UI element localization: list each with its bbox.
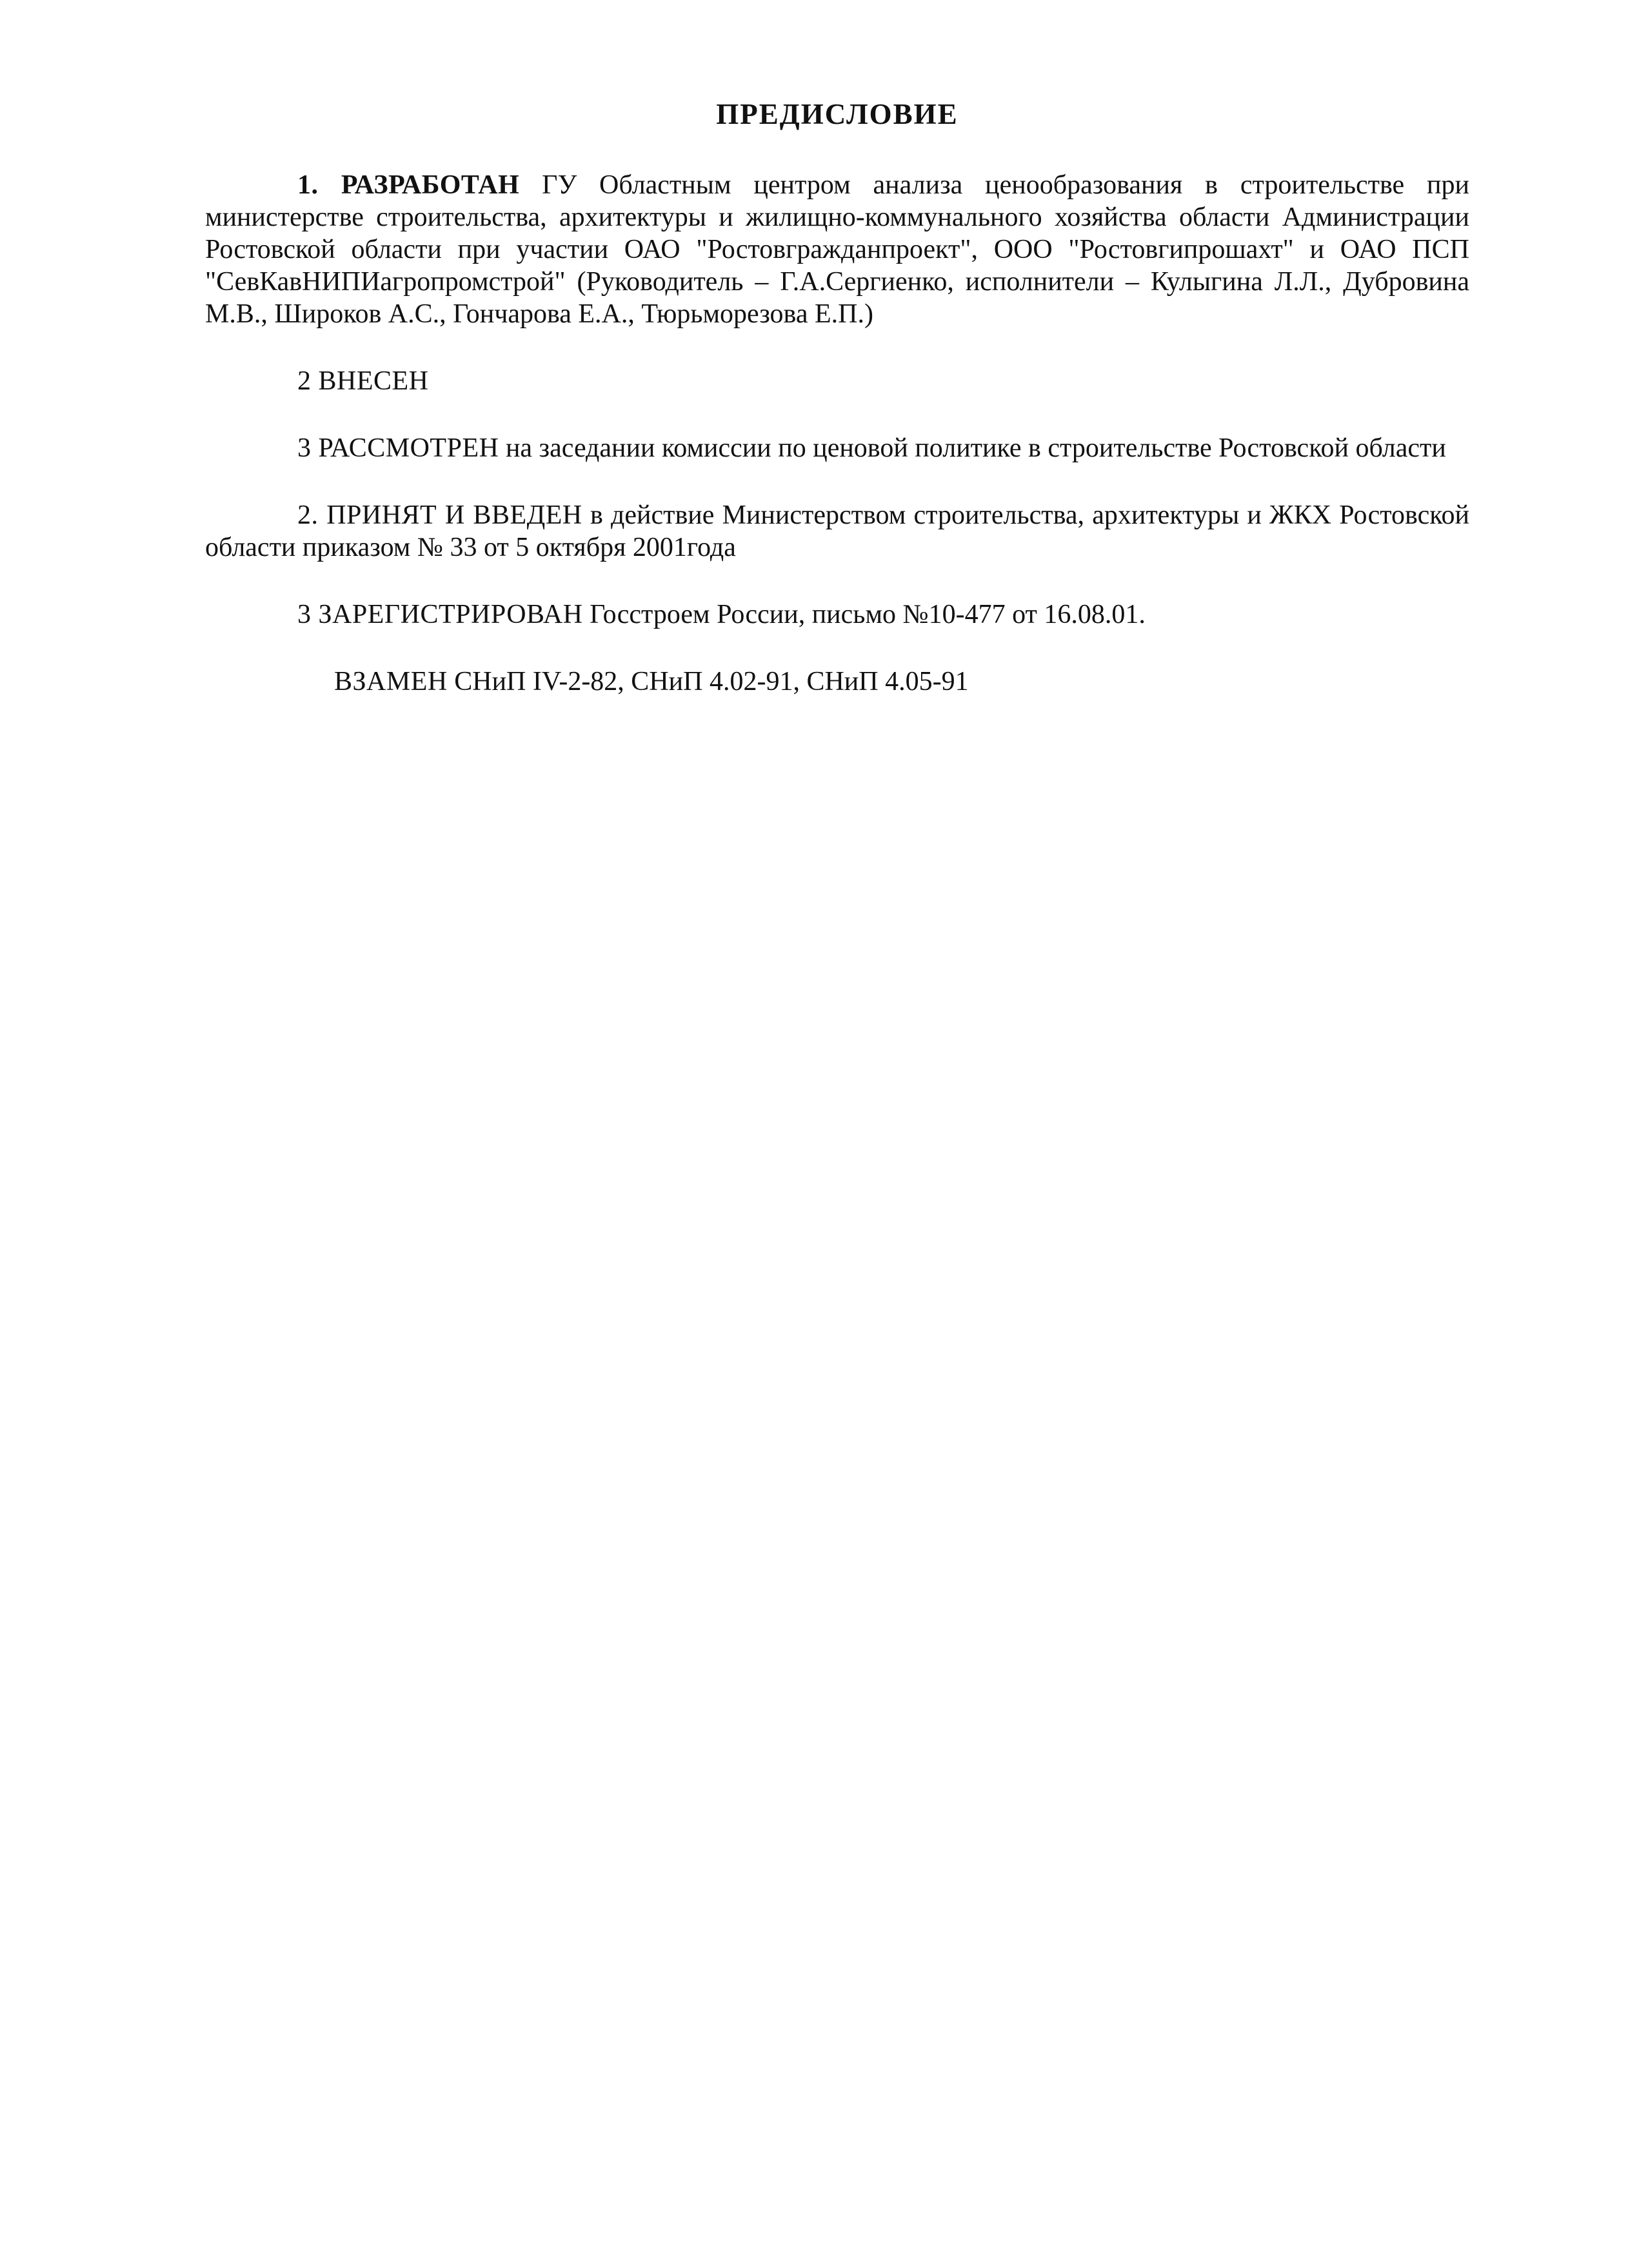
item-keyword: 2 ВНЕСЕН [297, 366, 429, 396]
item-keyword: 2. ПРИНЯТ И ВВЕДЕН [297, 500, 582, 530]
item-text: в действие Министерством строительства, архитектуры и ЖКХ Ростовской области приказом № 33 от 5 октября 2001года [205, 500, 1470, 562]
item-developed [205, 169, 1469, 330]
document-page [205, 97, 1469, 733]
page-title: ПРЕДИСЛОВИЕ [716, 98, 959, 130]
item-text: СНиП IV-2-82, СНиП 4.02-91, СНиП 4.05-91 [447, 667, 969, 696]
item-adopted [205, 499, 1469, 564]
item-reviewed [205, 432, 1469, 464]
item-introduced [205, 365, 1469, 397]
item-keyword: 3 ЗАРЕГИСТРИРОВАН [297, 600, 583, 629]
item-text: ГУ Областным центром анализа ценообразования в строительстве при министерстве строительства, архитектуры и жилищно-коммунального хозяйства области Администрации Ростовской области при участии ОАО "Ростовгражданпроект", ООО "Ростовгипрошахт" и ОАО ПСП "СевКавНИПИагропромстрой" (Руководитель – Г.А.Сергиенко, исполнители – Кулыгина Л.Л., Дубровина М.В., Широков А.С., Гончарова Е.А., Тюрьморезова Е.П.) [205, 170, 1470, 329]
item-text: на заседании комиссии по ценовой политике в строительстве Ростовской области [499, 433, 1446, 463]
item-registered [205, 598, 1469, 631]
item-text: Госстроем России, письмо №10-477 от 16.08.01. [582, 600, 1146, 629]
item-replaces [205, 666, 1469, 698]
item-keyword: 3 РАССМОТРЕН [297, 433, 499, 463]
item-keyword: ВЗАМЕН [334, 667, 448, 696]
item-keyword: 1. РАЗРАБОТАН [297, 170, 520, 200]
